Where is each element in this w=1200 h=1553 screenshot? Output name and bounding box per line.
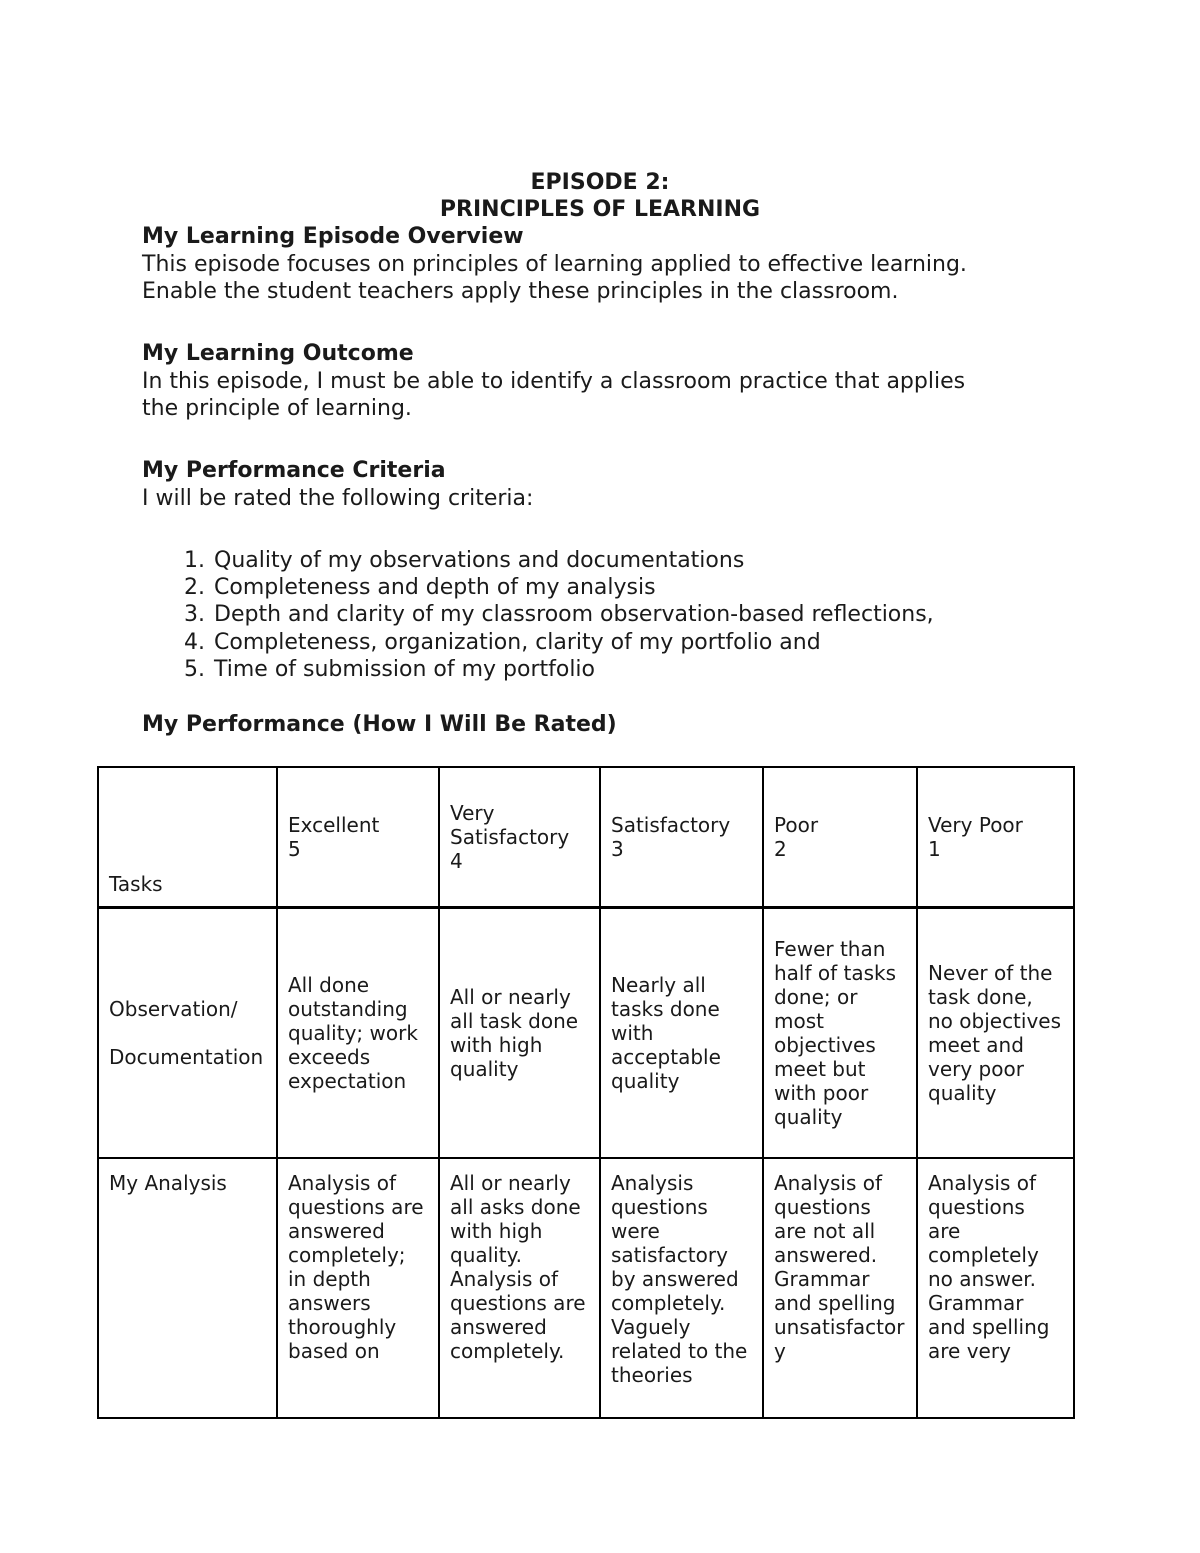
overview-heading: My Learning Episode Overview: [142, 224, 524, 249]
task-cell: [98, 908, 277, 1159]
criteria-intro: I will be rated the following criteria:: [142, 485, 534, 511]
level-score: 4: [450, 849, 463, 873]
rubric-cell: Nearly all tasks done with acceptable quality: [600, 908, 763, 1159]
rubric-cell: Analysis questions were satisfactory by answered completely. Vaguely related to the theories: [600, 1158, 763, 1418]
overview-text: This episode focuses on principles of learning applied to effective learning. Enable the student teachers apply these principles in the classroom.: [142, 251, 967, 304]
rubric-cell: Analysis of questions are completely no answer. Grammar and spelling are very: [917, 1158, 1074, 1418]
level-label: Poor: [774, 813, 819, 837]
rubric-cell: All done outstanding quality; work exceeds expectation: [277, 908, 439, 1159]
level-header-very-satisfactory: [439, 767, 600, 908]
level-header-poor: [763, 767, 917, 908]
level-header-very-poor: [917, 767, 1074, 908]
performance-heading: My Performance (How I Will Be Rated): [142, 712, 617, 737]
rubric-header-row: [98, 767, 1074, 908]
criteria-item: 2. Completeness and depth of my analysis: [212, 574, 1112, 601]
level-label: Excellent: [288, 813, 380, 837]
rubric-cell: Fewer than half of tasks done; or most objectives meet but with poor quality: [763, 908, 917, 1159]
criteria-item: 4. Completeness, organization, clarity of my portfolio and: [212, 629, 1112, 656]
rubric-row-analysis: [98, 1158, 1074, 1418]
criteria-section: [142, 457, 1102, 512]
criteria-item: 5. Time of submission of my portfolio: [212, 656, 1112, 683]
criteria-item: 3. Depth and clarity of my classroom observation-based reflections,: [212, 601, 1112, 628]
task-name-line: Observation/: [109, 997, 238, 1021]
rubric-cell: All or nearly all task done with high quality: [439, 908, 600, 1159]
level-score: 5: [288, 837, 301, 861]
level-label: Very Poor: [928, 813, 1023, 837]
level-label: Very Satisfactory: [450, 801, 570, 849]
level-label: Satisfactory: [611, 813, 731, 837]
level-header-satisfactory: [600, 767, 763, 908]
level-score: 3: [611, 837, 624, 861]
rubric-cell: All or nearly all asks done with high quality. Analysis of questions are answered completely.: [439, 1158, 600, 1418]
criteria-heading: My Performance Criteria: [142, 458, 446, 483]
outcome-text: In this episode, I must be able to identify a classroom practice that applies the principle of learning.: [142, 368, 966, 421]
criteria-item: 1. Quality of my observations and documentations: [212, 547, 1112, 574]
criteria-list: [142, 547, 1112, 683]
level-score: 1: [928, 837, 941, 861]
episode-title: EPISODE 2:: [530, 170, 670, 195]
task-cell: My Analysis: [98, 1158, 277, 1418]
outcome-section: [142, 340, 1102, 423]
rubric-cell: Never of the task done, no objectives meet and very poor quality: [917, 908, 1074, 1159]
overview-section: [142, 223, 1102, 306]
outcome-heading: My Learning Outcome: [142, 341, 414, 366]
rubric-table: [97, 766, 1075, 1419]
task-name-line: Documentation: [109, 1045, 264, 1069]
rubric-cell: Analysis of questions are answered completely; in depth answers thoroughly based on: [277, 1158, 439, 1418]
episode-subtitle: PRINCIPLES OF LEARNING: [439, 197, 761, 222]
rubric-cell: Analysis of questions are not all answered. Grammar and spelling unsatisfactory: [763, 1158, 917, 1418]
rubric-row-observation: [98, 908, 1074, 1159]
level-header-excellent: [277, 767, 439, 908]
level-score: 2: [774, 837, 787, 861]
tasks-header: Tasks: [98, 767, 277, 908]
